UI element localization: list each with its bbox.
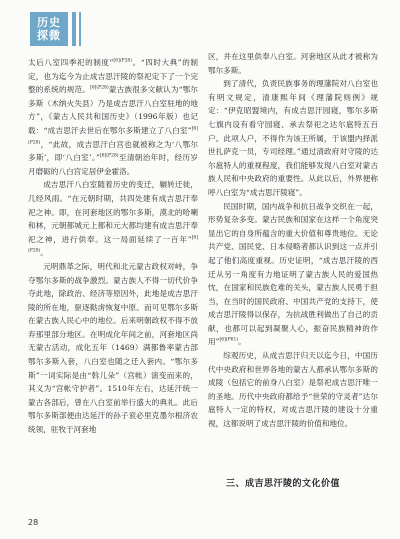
left-paragraph-2 — [28, 178, 198, 260]
text-run: ，“此故，成吉思汗白宫也就被称之为‘八鄂尔多斯’，即‘八白室’。” — [28, 139, 198, 163]
citation: [6](P28) — [28, 126, 198, 146]
left-paragraph-1 — [28, 56, 198, 178]
text-run: 太后八室四季祀的制度” — [28, 58, 114, 67]
right-paragraph-4: 综观历史，从成吉思汗归天以迄今日，中国历代中央政府和世界各地的蒙古人都承认鄂尔多斯的成陵（包括它的前身八白室）是祭祀成吉思汗唯一的圣地。历代中央政府都给予“世荣的守灵者”达尔扈特人一定的特权，对成吉思汗陵的建设十分重视，这都说明了成吉思汗陵的价值和地位。 — [208, 351, 378, 429]
right-paragraph-2: 到了清代，负责民族事务的理藩院对八白室也有明文规定，清康熙年间《理藩院则例》规定：“伊克昭盟境内，有成吉思汗园寝，鄂尔多斯七旗内设有看守园寝、承去祭祀之达尔扈特五百户。此项人户，不得作为该王所属，于该盟内择派世扎萨克一员，专司经理。”通过清政府对守陵的达尔扈特人的重视程度，我们能够发现八白室对蒙古族人民和中央政府的重要性。从此以后，外界便称呼八白室为“成吉思汗陵寝”。 — [208, 79, 378, 197]
badge-stripe — [72, 12, 76, 46]
citation: [6](P28) — [28, 235, 198, 254]
right-paragraph-3 — [208, 200, 378, 350]
page-number: 28 — [28, 518, 39, 527]
text-run: 。“四时大典”的制定，也为迄今为止成吉思汗陵的祭祀定下了一个完整的系统的规范。 — [28, 58, 198, 95]
text-run: 。 — [40, 248, 48, 258]
right-column — [208, 50, 378, 431]
badge-line-1: 历史 — [37, 16, 61, 29]
section-heading: 三、成吉思汗陵的文化价值 — [226, 479, 341, 489]
left-paragraph-3: 元明鼎革之际，明代和北元蒙古政权对峙，争夺鄂尔多斯的战争激烈。蒙古族人不得一切代价争夺此地，除政治、经济等原因外，此地是成吉思汗陵的所在地，驱逐鞑虏恢复中原。而可见鄂尔多斯在蒙古族人民心中的地位。后来明朝政权不得不放弃那里部分地区。在明成化年间之前，河套地区尚无蒙古活动，成化五年（1469）满都鲁率蒙古部鄂尔多斯入套，八白室也随之迁入套内。“鄂尔多斯”一词实际是由“斡儿朵”（宫帐）演变而来的，其义为“宫帐守护者”。1510年左右，达延汗统一蒙古各部后，曾在八白室前举行盛大的典礼。此后鄂尔多斯部便由达延汗的孙子衮必里克墨尔根济农统领，驻牧于河套地 — [28, 261, 198, 435]
column-badge-label — [30, 12, 68, 46]
column-badge — [30, 12, 82, 46]
text-run: 至清朝治年时，经历岁月磨砺的八白宫定居伊金霍洛。 — [28, 153, 198, 176]
right-paragraph-1: 区，并在这里供奉八白室。河套地区从此才被称为鄂尔多斯。 — [208, 52, 378, 75]
left-column — [28, 56, 198, 437]
badge-line-2: 探微 — [37, 29, 61, 42]
citation: [6](P28) — [113, 58, 133, 64]
text-run: 。 — [238, 337, 246, 347]
badge-stripe-thin — [79, 12, 81, 46]
text-run: 成吉思汗八白室随着历史的变迁，辗转迁徙，几经风雨。“在元朝时期，共四处建有成吉思汗奉祀之神。即，在河套地区的鄂尔多斯，漠北的哈喇和林，元朝都城元上都和元大都均建有成吉思汗奉祀之神，进行供奉。这一局面延续了一百年” — [28, 180, 198, 244]
text-run: 民国时期，国内战争和抗日战争交织在一起，形势复杂多变。蒙古民族和国家在这样一个角度突显出它的自身所蕴含的重大价值和尊贵地位。无论共产党、国民党、日本侵略者都认识到这一点并引起了他们高度重视。历史证明，“成吉思汗陵的西迁从另一角度有力地证明了蒙古族人民的爱国热忱，在国家和民族危难的关头，蒙古族人民勇于担当，在当时的国民政府、中国共产党的支持下，使成吉思汗陵得以保存，为抗战胜利做出了自己的贡献，也都可以起到凝聚人心，振奋民族精神的作用” — [208, 201, 378, 347]
citation: [6](P61) — [219, 337, 239, 343]
citation: [6](P28) — [99, 153, 119, 159]
text-run: 蒙古族很多文献认为“鄂尔多斯（木纳火失县）乃是成吉思汗八白室驻地的地方”，《蒙古人民共和国历史》（1996年版）也记载：“成吉思汗去世后在鄂尔多斯建立了八白室” — [28, 85, 198, 135]
citation: [6](P28) — [90, 85, 109, 91]
